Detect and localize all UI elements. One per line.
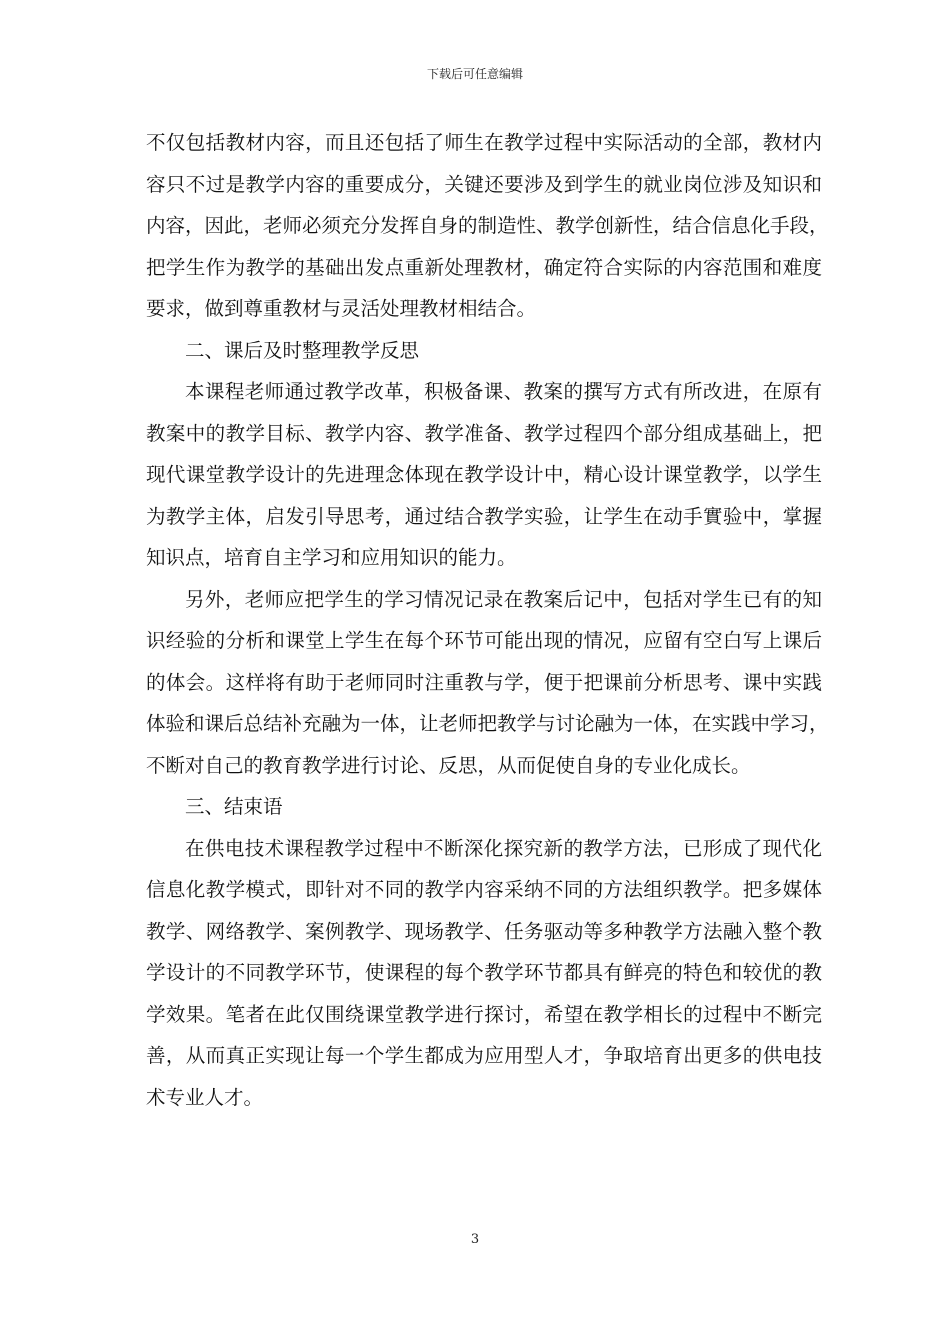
text-line: 的体会。这样将有助于老师同时注重教与学，便于把课前分析思考、课中实践 (146, 670, 822, 694)
text-line: 体验和课后总结补充融为一体，让老师把教学与讨论融为一体，在实践中学习， (146, 712, 829, 735)
text-line: 教案中的教学目标、教学内容、教学准备、教学过程四个部分组成基础上，把 (146, 421, 822, 445)
text-line: 术专业人才。 (146, 1085, 264, 1109)
text-line: 要求，做到尊重教材与灵活处理教材相结合。 (146, 297, 537, 320)
text-line: 善，从而真正实现让每一个学生都成为应用型人才，争取培育出更多的供电技 (146, 1044, 822, 1067)
text-line: 为教学主体，启发引导思考，通过结合教学实验，让学生在动手實验中，掌握 (146, 504, 822, 528)
text-line: 学设计的不同教学环节，使课程的每个教学环节都具有鲜亮的特色和较优的教 (146, 961, 822, 984)
text-line: 学效果。笔者在此仅围绕课堂教学进行探讨，希望在教学相长的过程中不断完 (146, 1002, 822, 1026)
text-line: 容只不过是教学内容的重要成分，关键还要涉及到学生的就业岗位涉及知识和 (146, 172, 822, 196)
text-line: 另外，老师应把学生的学习情况记录在教案后记中，包括对学生已有的知 (185, 587, 822, 611)
text-line: 知识点，培育自主学习和应用知识的能力。 (146, 546, 517, 569)
text-line: 教学、网络教学、案例教学、现场教学、任务驱动等多种教学方法融入整个教 (146, 919, 822, 943)
paragraph (146, 371, 822, 579)
text-line: 把学生作为教学的基础出发点重新处理教材，确定符合实际的内容范围和难度 (146, 255, 822, 279)
text-line: 不断对自己的教育教学进行讨论、反思，从而促使自身的专业化成长。 (146, 753, 751, 777)
document-body (146, 122, 829, 1118)
paragraph (146, 122, 829, 330)
paragraph (146, 828, 822, 1119)
text-line: 本课程老师通过教学改革，积极备课、教案的撰写方式有所改进，在原有 (185, 380, 822, 403)
text-line: 在供电技术课程教学过程中不断深化探究新的教学方法，已形成了现代化 (185, 836, 822, 860)
page-header: 下载后可任意编辑 (426, 67, 523, 81)
text-line: 识经验的分析和课堂上学生在每个环节可能出现的情况，应留有空白写上课后 (146, 629, 822, 652)
text-line: 现代课堂教学设计的先进理念体现在教学设计中，精心设计课堂教学，以学生 (146, 463, 822, 486)
paragraph (146, 579, 829, 787)
text-line: 不仅包括教材内容，而且还包括了师生在教学过程中实际活动的全部，教材内 (146, 131, 822, 154)
text-line: 信息化教学模式，即针对不同的教学内容采纳不同的方法组织教学。把多媒体 (146, 878, 822, 901)
text-line: 内容，因此，老师必须充分发挥自身的制造性、教学创新性，结合信息化手段， (146, 214, 829, 237)
page-number: 3 (470, 1232, 480, 1247)
section-heading: 二、课后及时整理教学反思 (185, 338, 420, 362)
section-heading: 三、结束语 (185, 795, 283, 818)
